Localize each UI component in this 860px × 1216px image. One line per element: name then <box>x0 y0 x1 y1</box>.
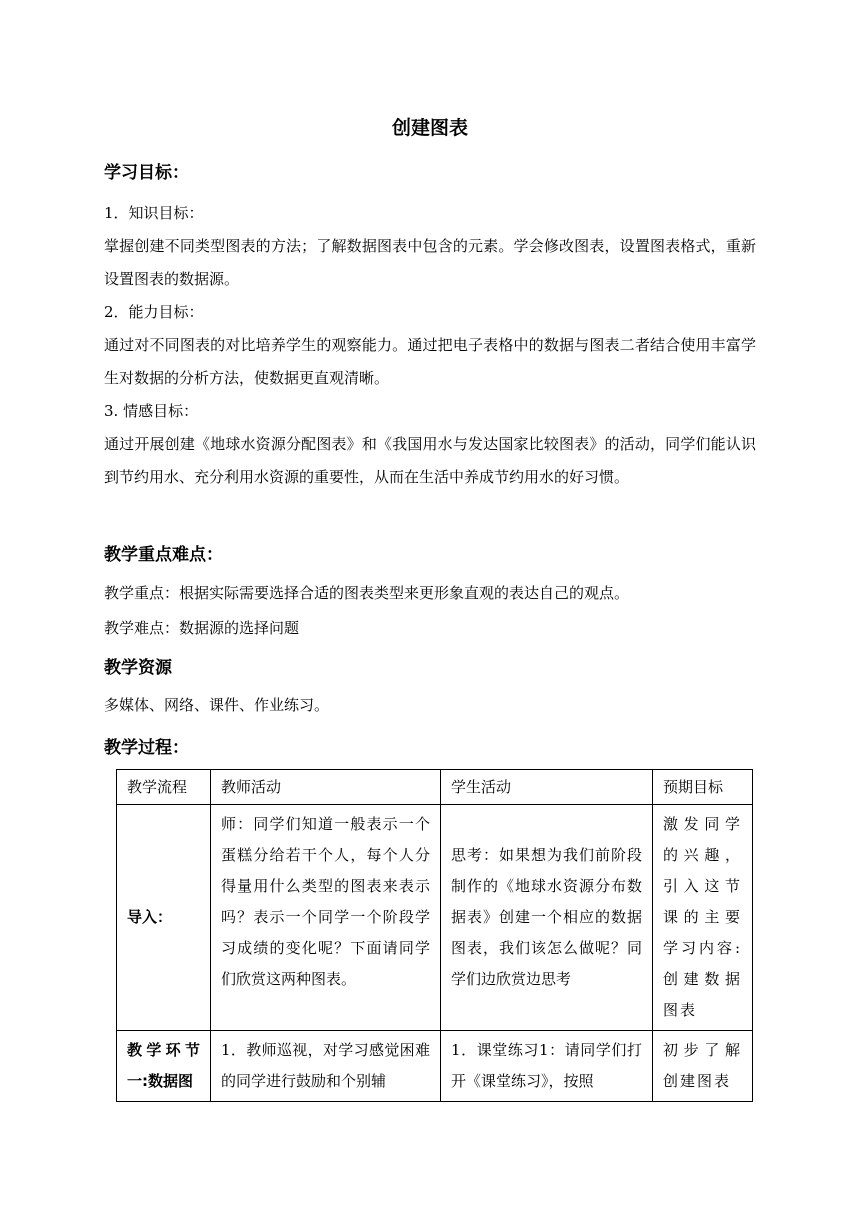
column-header: 学生活动 <box>441 770 653 805</box>
teacher-activity-cell: 师：同学们知道一般表示一个蛋糕分给若干个人，每个人分得量用什么类型的图表来表示吗？表示一个同学一个阶段学习成绩的变化呢？下面请同学们欣赏这两种图表。 <box>211 805 441 1031</box>
resources-text: 多媒体、网络、课件、作业练习。 <box>104 696 330 714</box>
expected-goal-cell: 激发同学的兴趣，引入这节课的主要学习内容:创建数据图表 <box>653 805 753 1031</box>
teacher-activity-cell: 1．教师巡视，对学习感觉困难的同学进行鼓励和个别辅 <box>211 1031 441 1102</box>
column-header: 教师活动 <box>211 770 441 805</box>
student-activity-cell: 1．课堂练习1：请同学们打开《课堂练习》，按照 <box>441 1031 653 1102</box>
table-header-row <box>117 770 753 805</box>
difficulty-text: 教学难点：数据源的选择问题 <box>104 619 300 637</box>
table-row <box>117 1031 753 1102</box>
table-row <box>117 805 753 1031</box>
stage-cell: 导入： <box>117 805 211 1031</box>
emotion-label: 3. 情感目标： <box>104 402 199 420</box>
emotion-text: 通过开展创建《地球水资源分配图表》和《我国用水与发达国家比较图表》的活动，同学们能认识到节约用水、充分利用水资源的重要性，从而在生活中养成节约用水的好习惯。 <box>104 435 756 486</box>
stage-cell: 教学环节一:数据图 <box>117 1031 211 1102</box>
objectives-heading: 学习目标： <box>104 163 189 183</box>
student-activity-cell: 思考：如果想为我们前阶段制作的《地球水资源分布数据表》创建一个相应的数据图表，我们该怎么做呢？同学们边欣赏边思考 <box>441 805 653 1031</box>
process-table <box>116 769 753 1102</box>
focus-text: 教学重点：根据实际需要选择合适的图表类型来更形象直观的表达自己的观点。 <box>104 584 630 602</box>
knowledge-label: 1．知识目标： <box>104 204 204 222</box>
column-header: 教学流程 <box>117 770 211 805</box>
ability-text: 通过对不同图表的对比培养学生的观察能力。通过把电子表格中的数据与图表二者结合使用丰富学生对数据的分析方法，使数据更直观清晰。 <box>104 336 756 387</box>
ability-label: 2．能力目标： <box>104 303 204 321</box>
expected-goal-cell: 初步了解创建图表 <box>653 1031 753 1102</box>
key-points-heading: 教学重点难点： <box>104 545 223 565</box>
process-heading: 教学过程： <box>104 738 189 758</box>
column-header: 预期目标 <box>653 770 753 805</box>
page-title: 创建图表 <box>391 117 468 139</box>
knowledge-text: 掌握创建不同类型图表的方法；了解数据图表中包含的元素。学会修改图表，设置图表格式，重新设置图表的数据源。 <box>104 237 756 288</box>
resources-heading: 教学资源 <box>104 658 172 678</box>
